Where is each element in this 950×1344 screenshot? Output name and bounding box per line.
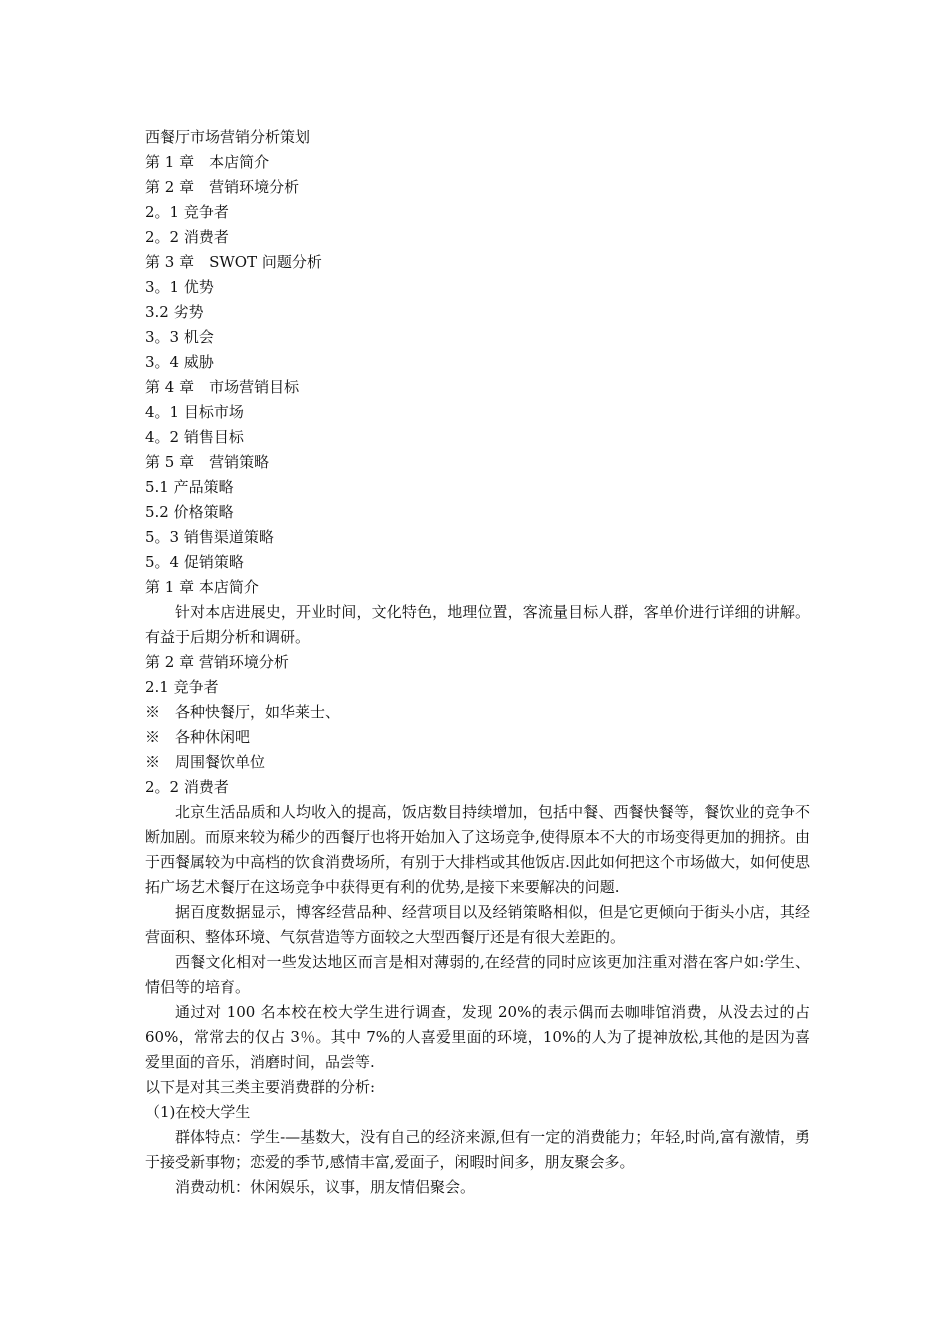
- toc-item: 4。1 目标市场: [145, 403, 244, 421]
- body-paragraph: 北京生活品质和人均收入的提高，饭店数目持续增加，包括中餐、西餐快餐等，餐饮业的竞争不断加剧。而原来较为稀少的西餐厅也将开始加入了这场竞争,使得原本不大的市场变得更加的拥挤。由于西餐属较为中高档的饮食消费场所，有别于大排档或其他饭店.因此如何把这个市场做大，如何使思拓广场艺术餐厅在这场竞争中获得更有利的优势,是接下来要解决的问题.: [145, 803, 810, 896]
- competitor-item: ※ 周围餐饮单位: [145, 753, 266, 771]
- toc-item: 第 5 章 营销策略: [145, 453, 270, 471]
- toc-item: 第 1 章 本店简介: [145, 153, 270, 171]
- toc-item: 第 2 章 营销环境分析: [145, 178, 300, 196]
- toc-item: 5。4 促销策略: [145, 553, 244, 571]
- chapter-1-paragraph: 针对本店进展史，开业时间，文化特色，地理位置，客流量目标人群，客单价进行详细的讲解。有益于后期分析和调研。: [145, 603, 810, 646]
- table-of-contents: [145, 150, 810, 575]
- toc-item: 5.1 产品策略: [145, 478, 234, 496]
- competitor-item: ※ 各种快餐厅，如华莱士、: [145, 703, 341, 721]
- document-title: 西餐厅市场营销分析策划: [145, 128, 311, 146]
- group-1-traits: 群体特点：学生-—基数大，没有自己的经济来源,但有一定的消费能力；年轻,时尚,富有激情，勇于接受新事物；恋爱的季节,感情丰富,爱面子，闲暇时间多，朋友聚会多。: [145, 1128, 810, 1171]
- toc-item: 第 3 章 SWOT 问题分析: [145, 253, 322, 271]
- group-1-motive: 消费动机：休闲娱乐，议事，朋友情侣聚会。: [175, 1178, 476, 1196]
- toc-item: 3。4 威胁: [145, 353, 214, 371]
- toc-item: 第 4 章 市场营销目标: [145, 378, 300, 396]
- competitor-item: ※ 各种休闲吧: [145, 728, 251, 746]
- chapter-1-heading: 第 1 章 本店简介: [145, 578, 259, 596]
- toc-item: 3.2 劣势: [145, 303, 204, 321]
- group-1-heading: （1)在校大学生: [145, 1103, 251, 1121]
- analysis-intro: 以下是对其三类主要消费群的分析:: [145, 1078, 376, 1096]
- toc-item: 3。1 优势: [145, 278, 214, 296]
- chapter-2-heading: 第 2 章 营销环境分析: [145, 653, 289, 671]
- toc-item: 4。2 销售目标: [145, 428, 244, 446]
- section-2-2-heading: 2。2 消费者: [145, 778, 229, 796]
- body-paragraph: 据百度数据显示，博客经营品种、经营项目以及经销策略相似，但是它更倾向于街头小店，其经营面积、整体环境、气氛营造等方面较之大型西餐厅还是有很大差距的。: [145, 903, 810, 946]
- section-2-1-heading: 2.1 竞争者: [145, 678, 219, 696]
- body-paragraph: 西餐文化相对一些发达地区而言是相对薄弱的,在经营的同时应该更加注重对潜在客户如:学生、情侣等的培育。: [145, 953, 810, 996]
- body-paragraph: 通过对 100 名本校在校大学生进行调查，发现 20%的表示偶而去咖啡馆消费，从没去过的占 60%，常常去的仅占 3％。其中 7%的人喜爱里面的环境，10%的人为了提神放松,其他的是因为喜爱里面的音乐，消磨时间，品尝等.: [145, 1003, 810, 1071]
- toc-item: 3。3 机会: [145, 328, 214, 346]
- document-body: [145, 125, 810, 1200]
- toc-item: 5。3 销售渠道策略: [145, 528, 274, 546]
- toc-item: 2。2 消费者: [145, 228, 229, 246]
- toc-item: 2。1 竞争者: [145, 203, 229, 221]
- toc-item: 5.2 价格策略: [145, 503, 234, 521]
